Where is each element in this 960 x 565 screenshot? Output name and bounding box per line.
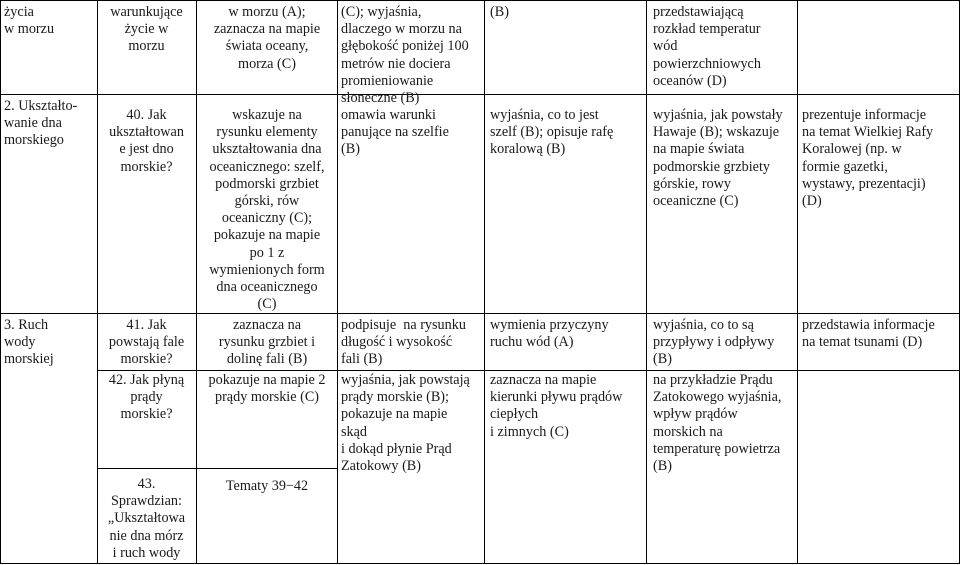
col6-top-text: przedstawiającą rozkład temperatur wód powierzchniowych oceanów (D): [653, 4, 761, 89]
lesson-42: 42. Jak płyną prądy morskie?: [108, 372, 185, 423]
col4-lesson-41: podpisuje na rysunku długość i wysokość fali (B): [341, 317, 466, 368]
lesson-43: 43. Sprawdzian: „Ukształtowa nie dna mórz i ruch wody: [107, 476, 186, 561]
col3-lesson-41: zaznacza na rysunku grzbiet i dolinę fali (B): [218, 317, 316, 368]
col7-section-2: prezentuje informacje na temat Wielkiej Rafy Koralowej (np. w formie gazetki, wystawy, prezentacji) (D): [802, 107, 934, 210]
column-divider: [337, 0, 338, 564]
col6-lesson-42: na przykładzie Prądu Zatokowego wyjaśnia, wpływ prądów morskich na temperaturę powietrza (B): [653, 372, 782, 475]
column-divider: [196, 0, 197, 564]
col4-top-text: (C); wyjaśnia, dlaczego w morzu na głębokość poniżej 100 metrów nie dociera promieniowanie słoneczne (B): [341, 4, 469, 107]
section-3-title: 3. Ruch wody morskiej: [4, 317, 54, 368]
col3-top-text: w morzu (A); zaznacza na mapie świata oceany, morza (C): [213, 4, 321, 72]
row-divider: [97, 468, 337, 469]
column-divider: [484, 0, 485, 564]
column-divider: [797, 0, 798, 564]
column-divider: [646, 0, 647, 564]
row-divider: [0, 563, 960, 564]
col7-section-3: przedstawia informacje na temat tsunami (D): [802, 317, 935, 351]
col6-section-2: wyjaśnia, jak powstały Hawaje (B); wskazuje na mapie świata podmorskie grzbiety górskie, rowy oceaniczne (C): [653, 107, 783, 210]
col5-lesson-41: wymienia przyczyny ruchu wód (A): [490, 317, 609, 351]
col5-lesson-42: zaznacza na mapie kierunki pływu prądów ciepłych i zimnych (C): [490, 372, 623, 440]
row-divider: [0, 0, 960, 1]
col4-section-2: omawia warunki panujące na szelfie (B): [341, 107, 449, 158]
section-2-title: 2. Ukształto- wanie dna morskiego: [4, 98, 78, 149]
col4-lesson-42: wyjaśnia, jak powstają prądy morskie (B); pokazuje na mapie skąd i dokąd płynie Prąd Zatokowy (B): [341, 372, 470, 475]
column-divider: [0, 0, 1, 564]
col6-lesson-41: wyjaśnia, co to są przypływy i odpływy (B): [653, 317, 775, 368]
col3-lesson-42: pokazuje na mapie 2 prądy morskie (C): [208, 372, 326, 406]
col3-lesson-43: Tematy 39−42: [225, 478, 309, 494]
lesson-40: 40. Jak ukształtowan e jest dno morskie?: [109, 107, 184, 175]
col5-section-2: wyjaśnia, co to jest szelf (B); opisuje rafę koralową (B): [490, 107, 614, 158]
col2-top-text: warunkujące życie w morzu: [110, 4, 183, 55]
col5-top-text: (B): [490, 4, 509, 20]
col3-section-2: wskazuje na rysunku elementy ukształtowania dna oceanicznego: szelf, podmorski grzbiet górski, rów oceaniczny (C); pokazuje na mapie po 1 z wymienionych form dna oceanicznego (C): [209, 107, 325, 313]
row-divider: [0, 313, 960, 314]
lesson-41: 41. Jak powstają fale morskie?: [108, 317, 185, 368]
col1-top-text: życia w morzu: [4, 4, 55, 38]
row-divider: [97, 370, 960, 371]
